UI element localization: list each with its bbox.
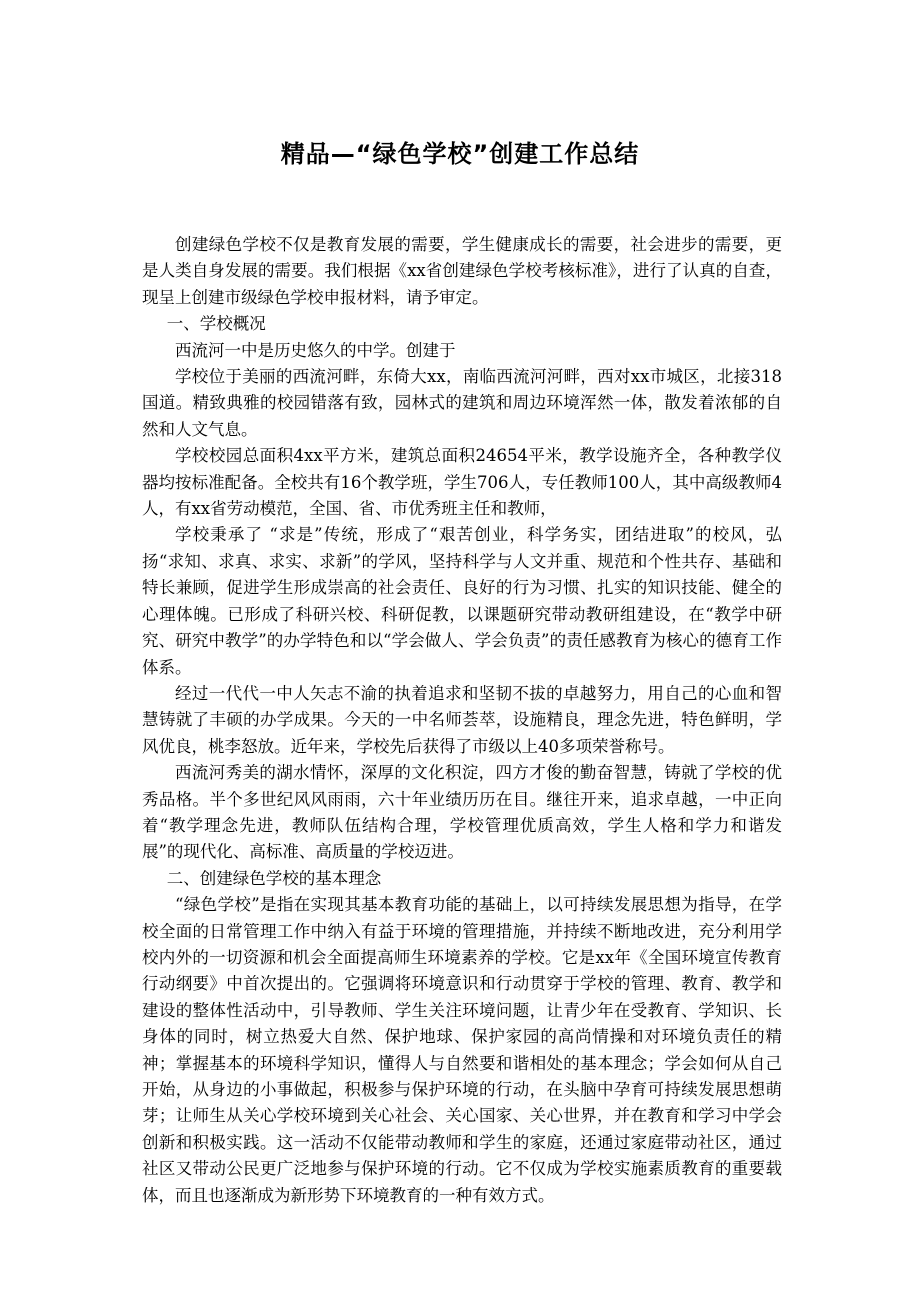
paragraph-character: 西流河秀美的湖水情怀，深厚的文化积淀，四方才俊的勤奋智慧，铸就了学校的优秀品格。半个多世纪风风雨雨，六十年业绩历历在目。继往开来，追求卓越，一中正向着“教学理念先进，教师队伍结构合理，学校管理优质高效，学生人格和学力和谐发展”的现代化、高标准、高质量的学校迈进。 bbox=[142, 763, 782, 862]
paragraph-history: 西流河一中是历史悠久的中学。创建于 bbox=[175, 340, 456, 360]
paragraph-campus: 学校校园总面积4xx平方米，建筑总面积24654平米，教学设施齐全，各种教学仪器均按标准配备。全校共有16个教学班，学生706人，专任教师100人，其中高级教师4人，有xx省劳动模范，全国、省、市优秀班主任和教师， bbox=[142, 446, 782, 519]
paragraph-achievements: 经过一代代一中人矢志不渝的执着追求和坚韧不拔的卓越努力，用自己的心血和智慧铸就了丰硕的办学成果。今天的一中名师荟萃，设施精良，理念先进，特色鲜明，学风优良，桃李怒放。近年来，学校先后获得了市级以上40多项荣誉称号。 bbox=[142, 683, 782, 756]
paragraph-tradition: 学校秉承了 “求是”传统，形成了“艰苦创业，科学务实，团结进取”的校风，弘扬“求知、求真、求实、求新”的学风，坚持科学与人文并重、规范和个性共存、基础和特长兼顾，促进学生形成崇高的社会责任、良好的行为习惯、扎实的知识技能、健全的心理体魄。已形成了科研兴校、科研促教，以课题研究带动教研组建设，在“教学中研究、研究中教学”的办学特色和以“学会做人、学会负责”的责任感教育为核心的德育工作体系。 bbox=[142, 525, 782, 677]
paragraph-green-school: “绿色学校”是指在实现其基本教育功能的基础上，以可持续发展思想为指导，在学校全面的日常管理工作中纳入有益于环境的管理措施，并持续不断地改进，充分利用学校内外的一切资源和机会全面提高师生环境素养的学校。它是xx年《全国环境宣传教育行动纲要》中首次提出的。它强调将环境意识和行动贯穿于学校的管理、教育、教学和建设的整体性活动中，引导教师、学生关注环境问题，让青少年在受教育、学知识、长身体的同时，树立热爱大自然、保护地球、保护家园的高尚情操和对环境负责任的精神；掌握基本的环境科学知识，懂得人与自然要和谐相处的基本理念；学会如何从自己开始，从身边的小事做起，积极参与保护环境的行动，在头脑中孕育可持续发展思想萌芽；让师生从关心学校环境到关心社会、关心国家、关心世界，并在教育和学习中学会创新和积极实践。这一活动不仅能带动教师和学生的家庭，还通过家庭带动社区，通过社区又带动公民更广泛地参与保护环境的行动。它不仅成为学校实施素质教育的重要载体，而且也逐渐成为新形势下环境教育的一种有效方式。 bbox=[142, 895, 782, 1205]
paragraph-location: 学校位于美丽的西流河畔，东倚大xx，南临西流河河畔，西对xx市城区，北接318国道。精致典雅的校园错落有致，园林式的建筑和周边环境浑然一体，散发着浓郁的自然和人文气息。 bbox=[142, 367, 782, 439]
section-heading-basic-concept: 二、创建绿色学校的基本理念 bbox=[166, 868, 382, 888]
document-body bbox=[142, 232, 782, 1209]
document-title: 精品—“绿色学校”创建工作总结 bbox=[280, 140, 640, 169]
paragraph-intro: 创建绿色学校不仅是教育发展的需要，学生健康成长的需要，社会进步的需要，更是人类自身发展的需要。我们根据《xx省创建绿色学校考核标准》，进行了认真的自查，现呈上创建市级绿色学校申报材料，请予审定。 bbox=[142, 235, 782, 307]
section-heading-school-overview: 一、学校概况 bbox=[166, 314, 266, 334]
